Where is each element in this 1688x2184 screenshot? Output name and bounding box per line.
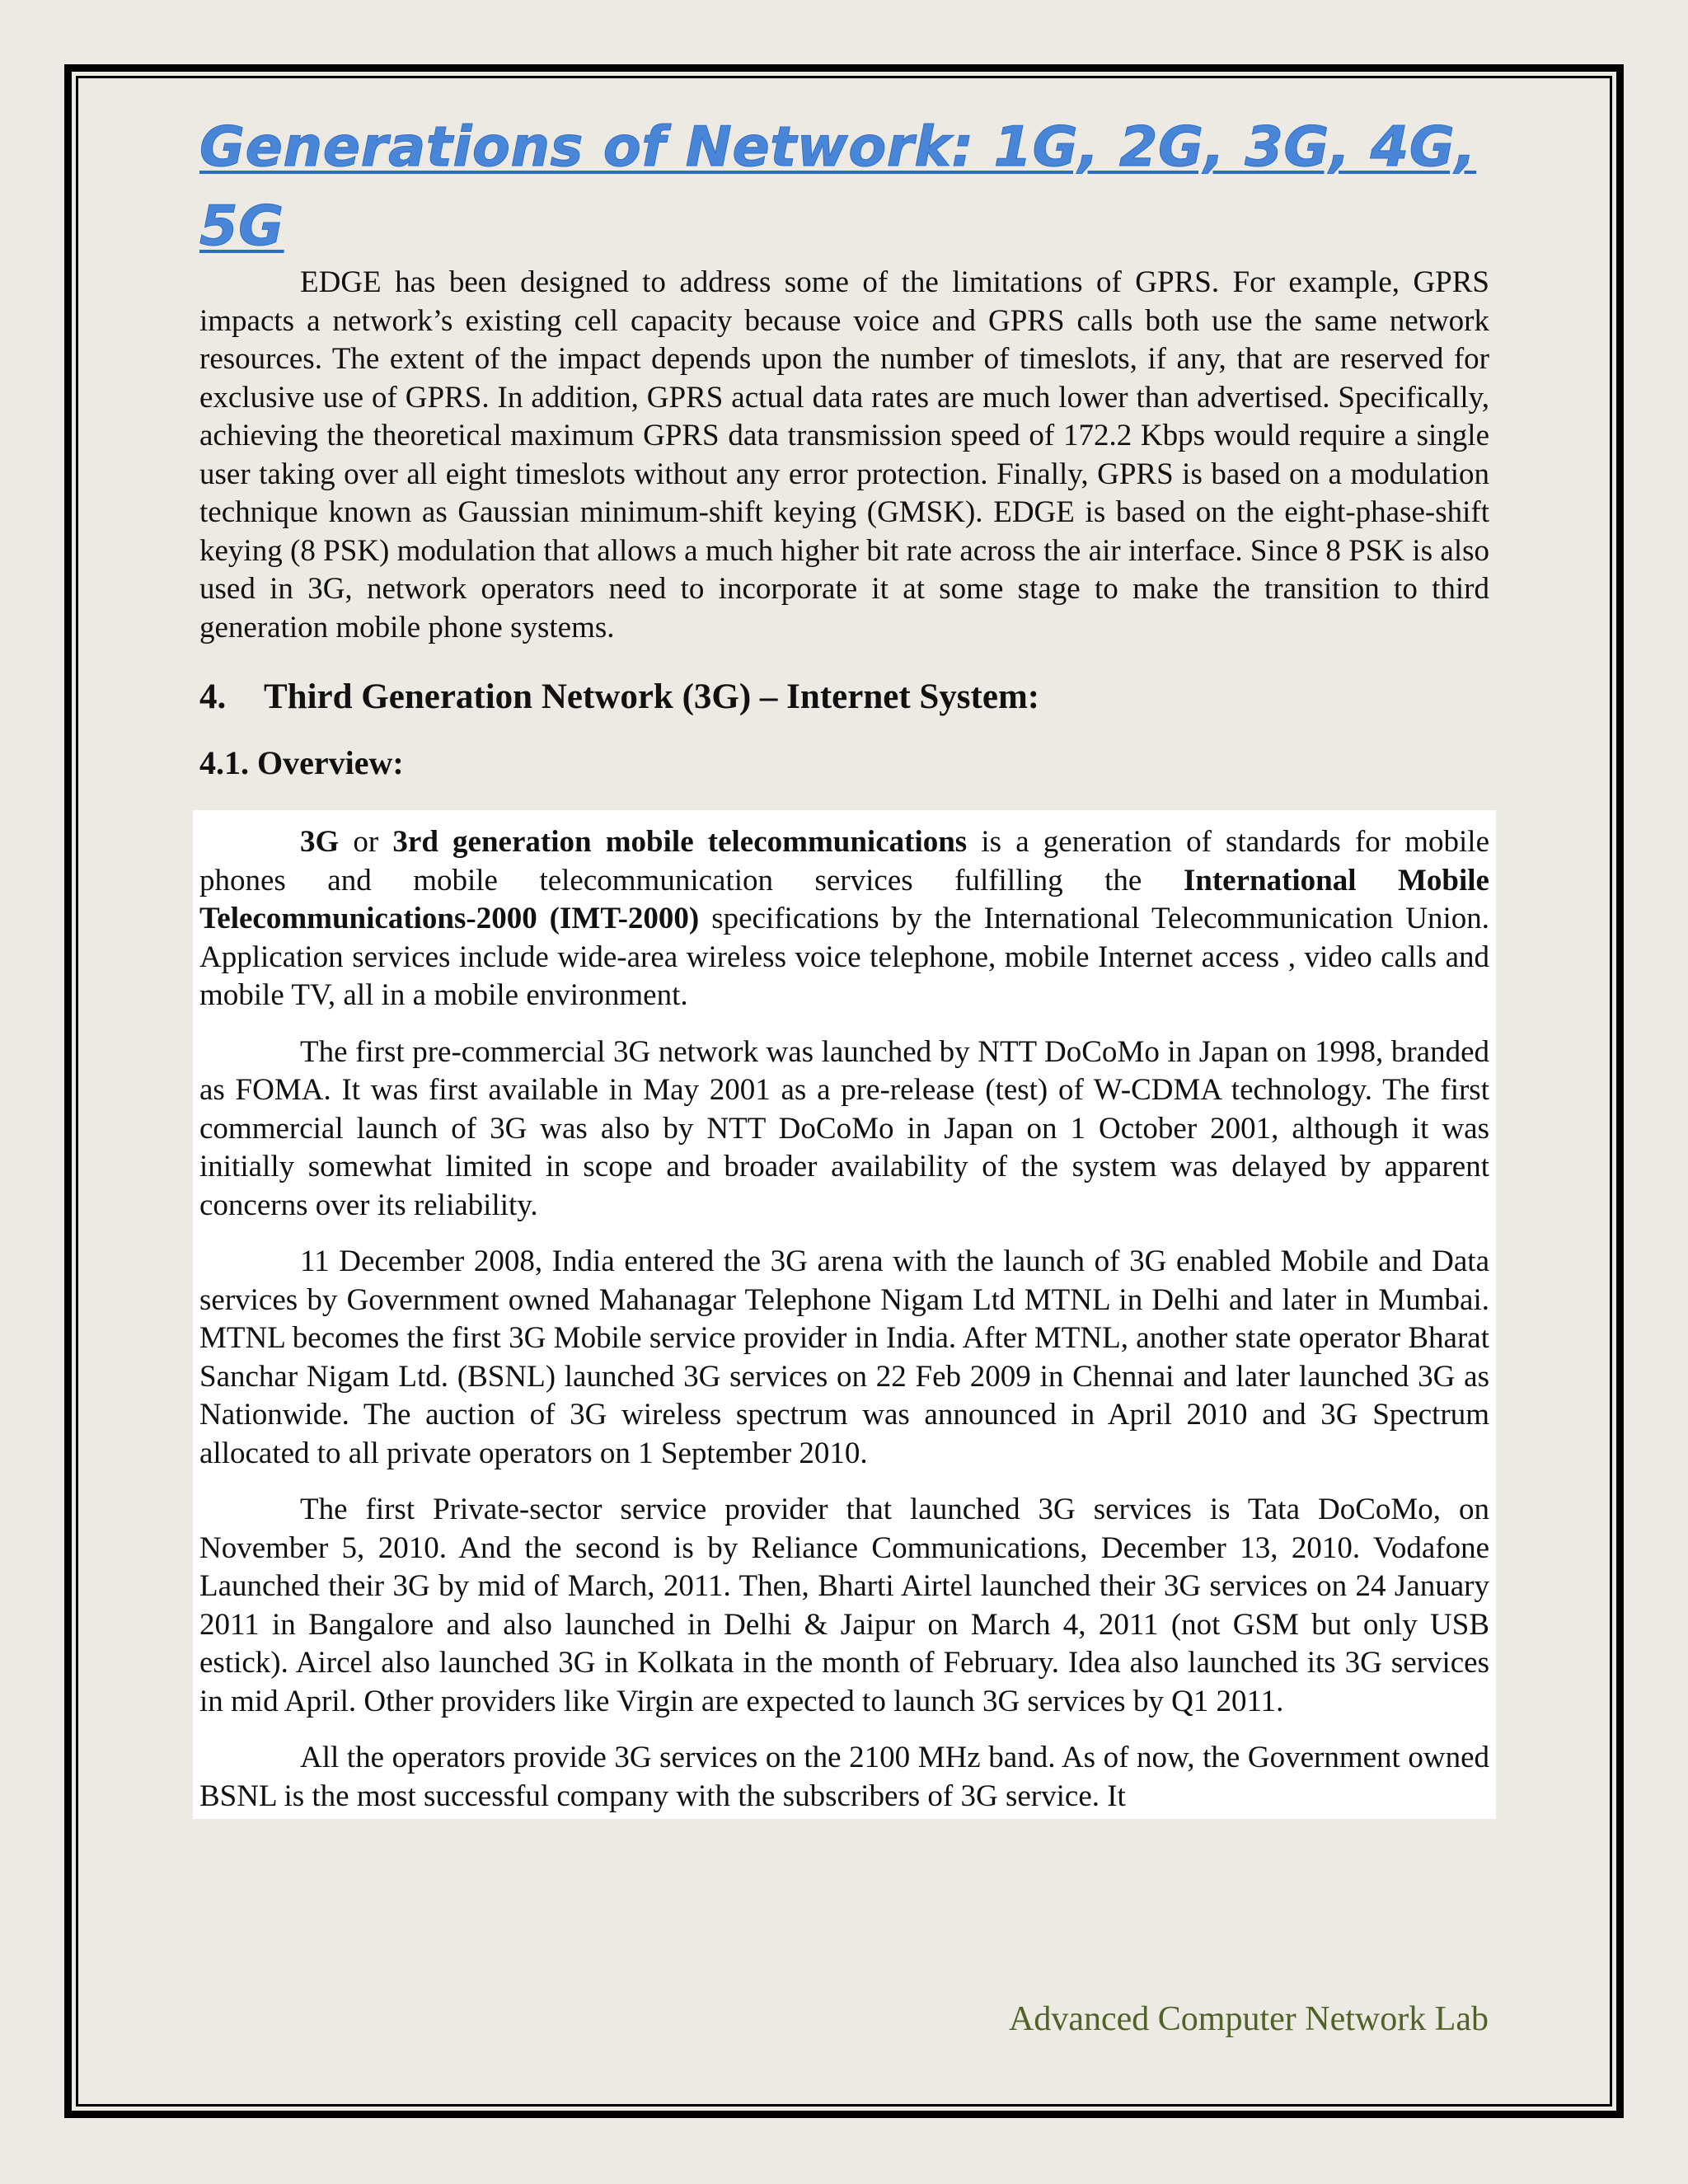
term-3rd-generation: 3rd generation mobile telecommunications	[392, 825, 968, 859]
page-title: Generations of Network: 1G, 2G, 3G, 4G, 5G	[199, 115, 1477, 258]
section-number: 4.	[199, 677, 227, 716]
text-run: specifications by the International Telecommunication Union. Application services include wide-area wireless voice telephone, mobile Internet access , video calls and mobile TV, all in a mobile environment.	[199, 902, 1489, 1012]
section-heading	[199, 675, 1489, 719]
overview-paragraph-1	[199, 823, 1489, 1015]
overview-paragraph-3: 11 December 2008, India entered the 3G arena with the launch of 3G enabled Mobile and Data services by Government owned Mahanagar Telephone Nigam Ltd MTNL in Delhi and later in Mumbai. MTNL becomes the first 3G Mobile service provider in India. After MTNL, another state operator Bharat Sanchar Nigam Ltd. (BSNL) launched 3G services on 22 Feb 2009 in Chennai and later launched 3G as Nationwide. The auction of 3G wireless spectrum was announced in April 2010 and 3G Spectrum allocated to all private operators on 1 September 2010.	[199, 1244, 1489, 1470]
subsection-heading: 4.1. Overview:	[199, 744, 404, 781]
term-3g: 3G	[300, 825, 340, 859]
term-imt-2000: International Mobile Telecommunications-2000 (IMT-2000)	[199, 863, 1489, 935]
text-run: is a generation of standards for mobile phones and mobile telecommunication services fulfilling the	[199, 825, 1489, 898]
page-content	[199, 107, 1489, 1819]
overview-paragraph-5: All the operators provide 3G services on the 2100 MHz band. As of now, the Government owned BSNL is the most successful company with the subscribers of 3G service. It	[199, 1741, 1489, 1813]
overview-paragraph-2: The first pre-commercial 3G network was launched by NTT DoCoMo in Japan on 1998, branded as FOMA. It was first available in May 2001 as a pre-release (test) of W-CDMA technology. The first commercial launch of 3G was also by NTT DoCoMo in Japan on 1 October 2001, although it was initially somewhat limited in scope and broader availability of the system was delayed by apparent concerns over its reliability.	[199, 1034, 1489, 1222]
text-run: or	[339, 825, 393, 859]
section-title: Third Generation Network (3G) – Internet System:	[264, 677, 1040, 716]
overview-paragraph-4: The first Private-sector service provider that launched 3G services is Tata DoCoMo, on November 5, 2010. And the second is by Reliance Communications, December 13, 2010. Vodafone Launched their 3G by mid of March, 2011. Then, Bharti Airtel launched their 3G services on 24 January 2011 in Bangalore and also launched in Delhi & Jaipur on March 4, 2011 (not GSM but only USB estick). Aircel also launched 3G in Kolkata in the month of February. Idea also launched its 3G services in mid April. Other providers like Virgin are expected to launch 3G services by Q1 2011.	[199, 1493, 1489, 1718]
intro-paragraph: EDGE has been designed to address some of the limitations of GPRS. For example, GPRS impacts a network’s existing cell capacity because voice and GPRS calls both use the same network resources. The extent of the impact depends upon the number of timeslots, if any, that are reserved for exclusive use of GPRS. In addition, GPRS actual data rates are much lower than advertised. Specifically, achieving the theoretical maximum GPRS data transmission speed of 172.2 Kbps would require a single user taking over all eight timeslots without any error protection. Finally, GPRS is based on a modulation technique known as Gaussian minimum-shift keying (GMSK). EDGE is based on the eight-phase-shift keying (8 PSK) modulation that allows a much higher bit rate across the air interface. Since 8 PSK is also used in 3G, network operators need to incorporate it at some stage to make the transition to third generation mobile phone systems.	[199, 265, 1489, 644]
overview-block	[193, 810, 1496, 1819]
page-footer: Advanced Computer Network Lab	[1009, 2000, 1489, 2038]
